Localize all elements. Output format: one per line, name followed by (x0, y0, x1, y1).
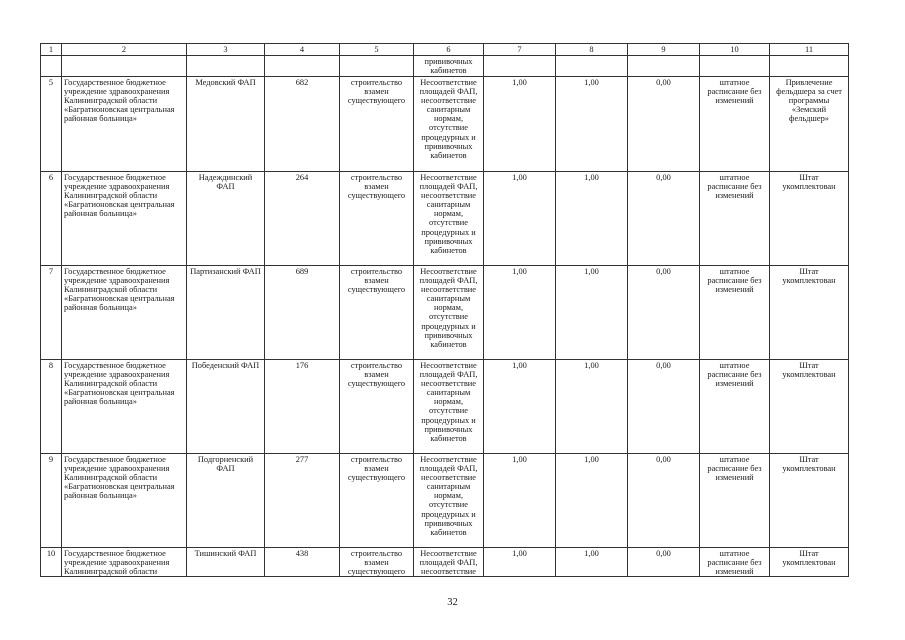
column-header: 10 (700, 44, 770, 56)
staffing-cell: штатное расписание без изменений (700, 454, 770, 548)
row-number-cell: 7 (41, 266, 62, 360)
table-cell (556, 56, 628, 77)
value-cell: 1,00 (484, 77, 556, 172)
organization-cell: Государственное бюджетное учреждение здравоохранения Калининградской области «Багратионовская центральная районная больница» (62, 77, 187, 172)
action-cell: строительство взамен существующего (340, 548, 414, 577)
organization-cell: Государственное бюджетное учреждение здравоохранения Калининградской области (62, 548, 187, 577)
fap-name-cell: Тишинский ФАП (187, 548, 265, 577)
action-cell: строительство взамен существующего (340, 172, 414, 266)
row-number-cell: 5 (41, 77, 62, 172)
value-cell: 1,00 (484, 548, 556, 577)
table-cell (265, 56, 340, 77)
staffing-cell: штатное расписание без изменений (700, 172, 770, 266)
population-cell: 176 (265, 360, 340, 454)
value-cell: 1,00 (556, 266, 628, 360)
continued-reason-cell: прививочных кабинетов (414, 56, 484, 77)
organization-cell: Государственное бюджетное учреждение здравоохранения Калининградской области «Багратионовская центральная районная больница» (62, 454, 187, 548)
organization-cell: Государственное бюджетное учреждение здравоохранения Калининградской области «Багратионовская центральная районная больница» (62, 266, 187, 360)
table-row (41, 266, 849, 360)
value-cell: 1,00 (484, 172, 556, 266)
page-number: 32 (447, 597, 458, 608)
continuation-row (41, 56, 849, 77)
action-cell: строительство взамен существующего (340, 360, 414, 454)
table-cell (770, 56, 849, 77)
table-row (41, 454, 849, 548)
value-cell: 0,00 (628, 266, 700, 360)
reason-cell: Несоответствие площадей ФАП, несоответствие (414, 548, 484, 577)
note-cell: Штат укомплектован (770, 172, 849, 266)
population-cell: 682 (265, 77, 340, 172)
reason-cell: Несоответствие площадей ФАП, несоответствие санитарным нормам, отсутствие процедурных и прививочных кабинетов (414, 172, 484, 266)
population-cell: 264 (265, 172, 340, 266)
note-cell: Штат укомплектован (770, 360, 849, 454)
population-cell: 689 (265, 266, 340, 360)
population-cell: 438 (265, 548, 340, 577)
column-header: 7 (484, 44, 556, 56)
value-cell: 1,00 (484, 454, 556, 548)
column-header: 11 (770, 44, 849, 56)
value-cell: 0,00 (628, 548, 700, 577)
value-cell: 1,00 (556, 360, 628, 454)
value-cell: 0,00 (628, 172, 700, 266)
column-header: 5 (340, 44, 414, 56)
column-header: 1 (41, 44, 62, 56)
row-number-cell: 8 (41, 360, 62, 454)
value-cell: 1,00 (556, 172, 628, 266)
organization-cell: Государственное бюджетное учреждение здравоохранения Калининградской области «Багратионовская центральная районная больница» (62, 172, 187, 266)
table-row (41, 77, 849, 172)
table-cell (62, 56, 187, 77)
note-cell: Штат укомплектован (770, 266, 849, 360)
fap-name-cell: Подгорненский ФАП (187, 454, 265, 548)
value-cell: 1,00 (556, 77, 628, 172)
note-cell: Штат укомплектован (770, 548, 849, 577)
note-cell: Штат укомплектован (770, 454, 849, 548)
staffing-cell: штатное расписание без изменений (700, 360, 770, 454)
reason-cell: Несоответствие площадей ФАП, несоответствие санитарным нормам, отсутствие процедурных и прививочных кабинетов (414, 454, 484, 548)
staffing-cell: штатное расписание без изменений (700, 266, 770, 360)
staffing-cell: штатное расписание без изменений (700, 77, 770, 172)
action-cell: строительство взамен существующего (340, 266, 414, 360)
column-header: 2 (62, 44, 187, 56)
row-number-cell: 10 (41, 548, 62, 577)
action-cell: строительство взамен существующего (340, 77, 414, 172)
table-cell (628, 56, 700, 77)
column-header: 8 (556, 44, 628, 56)
fap-name-cell: Партизанский ФАП (187, 266, 265, 360)
column-header: 6 (414, 44, 484, 56)
data-table (40, 43, 849, 577)
table-cell (484, 56, 556, 77)
table-cell (41, 56, 62, 77)
population-cell: 277 (265, 454, 340, 548)
reason-cell: Несоответствие площадей ФАП, несоответствие санитарным нормам, отсутствие процедурных и прививочных кабинетов (414, 360, 484, 454)
value-cell: 1,00 (556, 548, 628, 577)
table-cell (340, 56, 414, 77)
table-body (41, 44, 849, 577)
value-cell: 1,00 (556, 454, 628, 548)
note-cell: Привлечение фельдшера за счет программы «Земский фельдшер» (770, 77, 849, 172)
value-cell: 1,00 (484, 360, 556, 454)
value-cell: 1,00 (484, 266, 556, 360)
fap-name-cell: Победенский ФАП (187, 360, 265, 454)
row-number-cell: 9 (41, 454, 62, 548)
value-cell: 0,00 (628, 360, 700, 454)
value-cell: 0,00 (628, 77, 700, 172)
column-header: 9 (628, 44, 700, 56)
table-cell (187, 56, 265, 77)
reason-cell: Несоответствие площадей ФАП, несоответствие санитарным нормам, отсутствие процедурных и прививочных кабинетов (414, 77, 484, 172)
fap-name-cell: Надеждинский ФАП (187, 172, 265, 266)
column-header: 4 (265, 44, 340, 56)
table-row (41, 548, 849, 577)
row-number-cell: 6 (41, 172, 62, 266)
table-cell (700, 56, 770, 77)
table-row (41, 360, 849, 454)
organization-cell: Государственное бюджетное учреждение здравоохранения Калининградской области «Багратионовская центральная районная больница» (62, 360, 187, 454)
column-header: 3 (187, 44, 265, 56)
action-cell: строительство взамен существующего (340, 454, 414, 548)
value-cell: 0,00 (628, 454, 700, 548)
column-number-row (41, 44, 849, 56)
fap-name-cell: Медовский ФАП (187, 77, 265, 172)
staffing-cell: штатное расписание без изменений (700, 548, 770, 577)
reason-cell: Несоответствие площадей ФАП, несоответствие санитарным нормам, отсутствие процедурных и прививочных кабинетов (414, 266, 484, 360)
table-row (41, 172, 849, 266)
